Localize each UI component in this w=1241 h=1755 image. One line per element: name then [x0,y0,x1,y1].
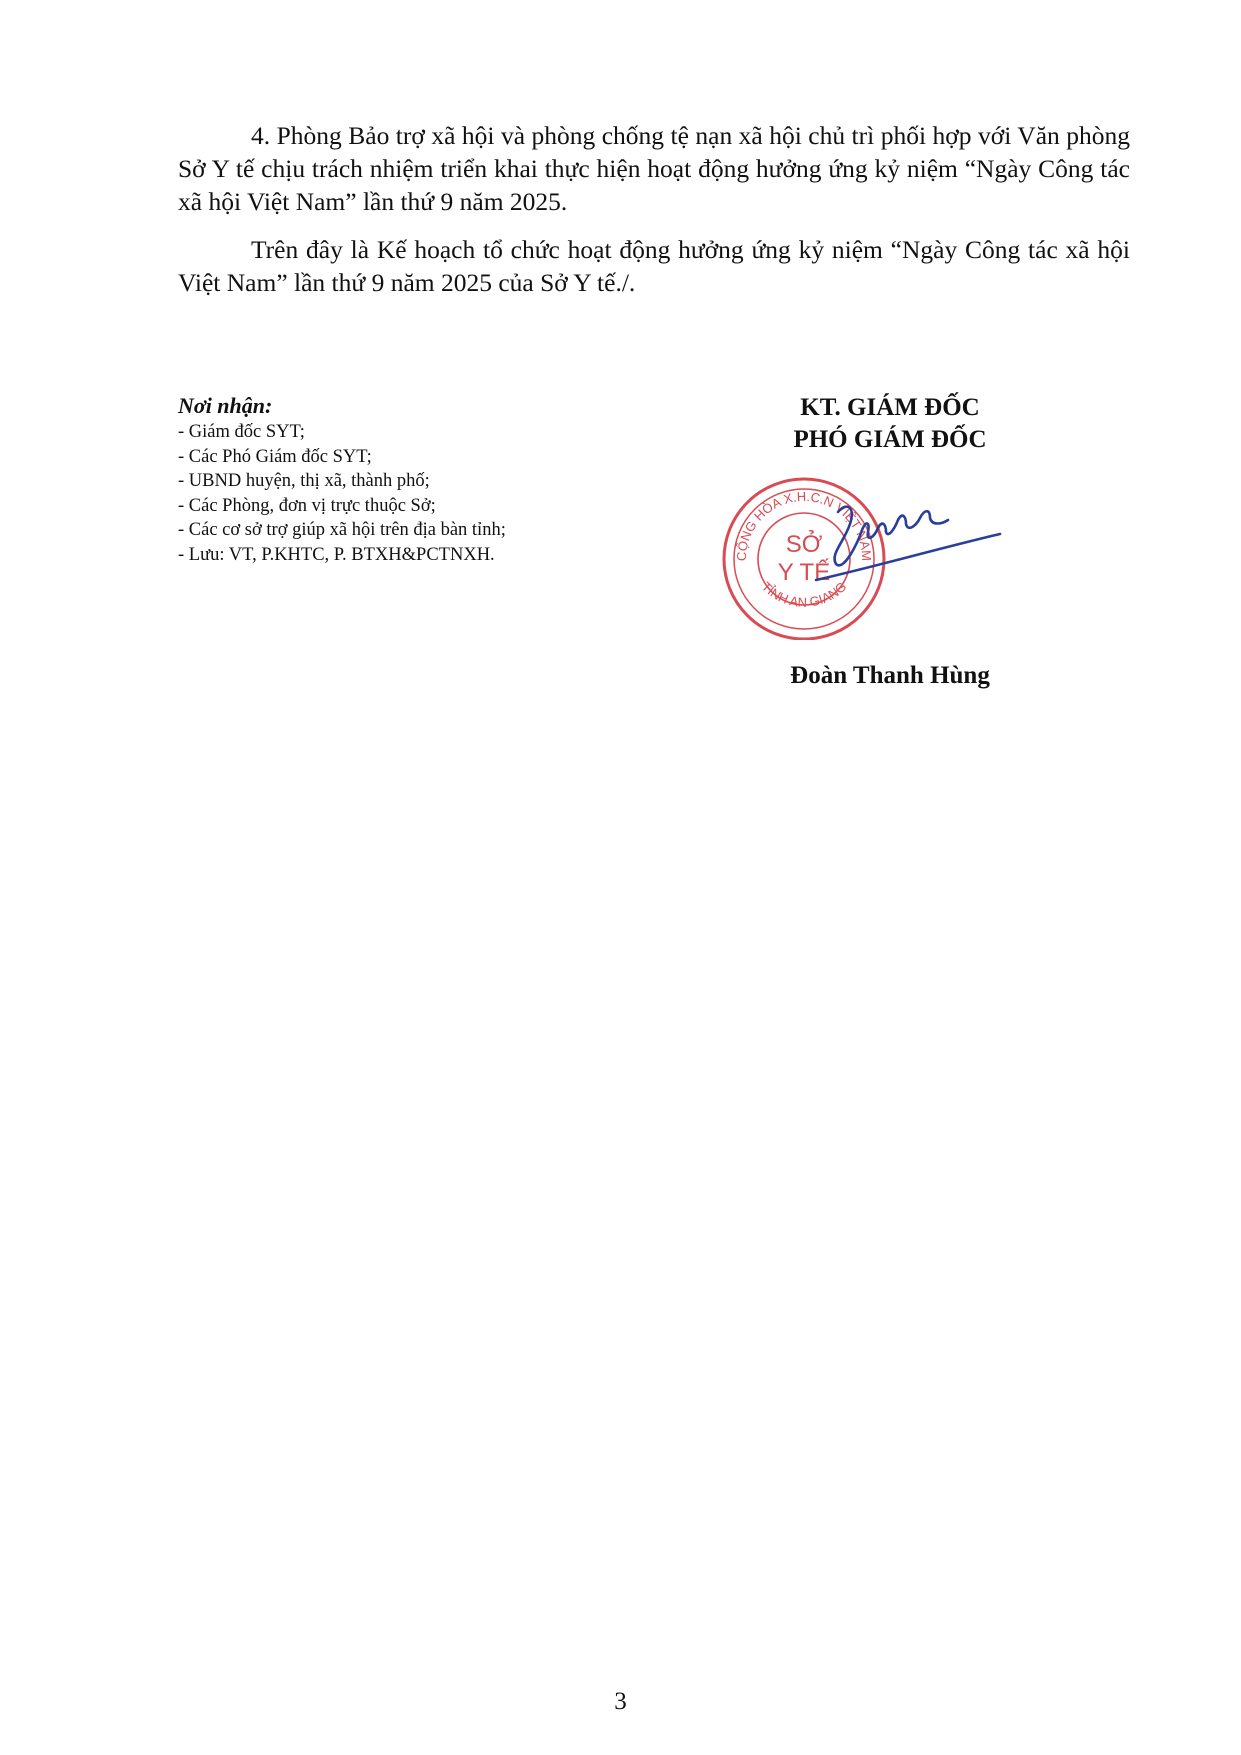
signature-title-line-1: KT. GIÁM ĐỐC [800,394,980,421]
recipients-block [178,392,618,567]
stamp-ring-text: CỘNG HÒA X.H.C.N VIỆT NAM [733,488,875,562]
stamp-center-line-1: SỞ [785,531,823,558]
recipient-item: - Giám đốc SYT; [178,422,305,442]
signature-title-block [720,392,1060,456]
signature-title-line-2: PHÓ GIÁM ĐỐC [793,426,987,453]
recipient-item: - Các Phó Giám đốc SYT; [178,446,372,467]
paragraph-closing: Trên đây là Kế hoạch tổ chức hoạt động hưởng ứng kỷ niệm “Ngày Công tác xã hội Việt Nam” lần thứ 9 năm 2025 của Sở Y tế./. [178,235,1130,297]
paragraph-responsibility: 4. Phòng Bảo trợ xã hội và phòng chống tệ nạn xã hội chủ trì phối hợp với Văn phòng Sở Y tế chịu trách nhiệm triển khai thực hiện hoạt động hưởng ứng kỷ niệm “Ngày Công tác xã hội Việt Nam” lần thứ 9 năm 2025. [178,121,1130,216]
signer-name: Đoàn Thanh Hùng [790,662,990,689]
recipients-title: Nơi nhận: [178,393,273,418]
stamp-center-line-2: Y TẾ [777,559,831,586]
recipients-list [178,420,618,567]
stamp-bottom-text: TỈNH AN GIANG [758,578,850,610]
official-stamp-with-signature [720,472,1010,640]
recipient-item: - Các Phòng, đơn vị trực thuộc Sở; [178,495,436,516]
recipient-item: - UBND huyện, thị xã, thành phố; [178,471,430,491]
recipient-item: - Lưu: VT, P.KHTC, P. BTXH&PCTNXH. [178,544,495,565]
page-number: 3 [614,1688,627,1715]
recipient-item: - Các cơ sở trợ giúp xã hội trên địa bàn tỉnh; [178,520,506,540]
stamp-seal [724,479,884,639]
